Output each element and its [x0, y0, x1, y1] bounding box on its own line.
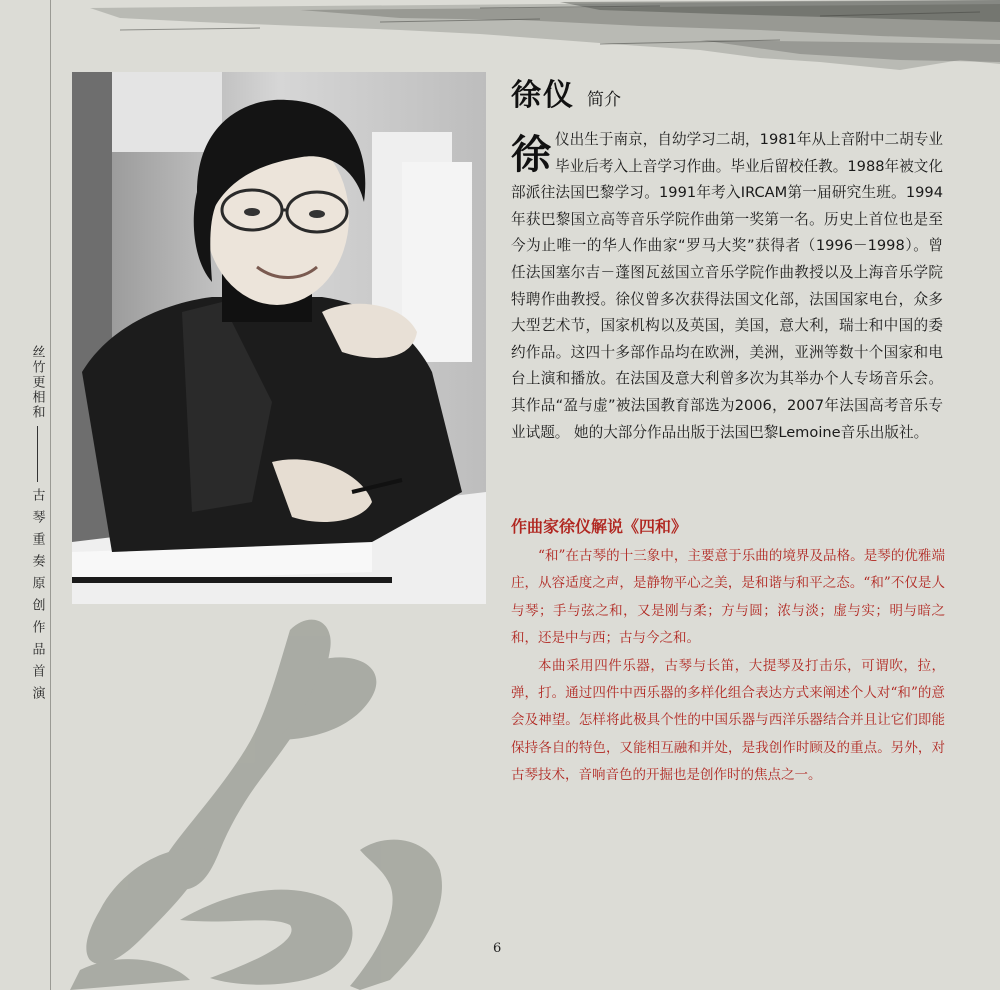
composer-name: 徐仪	[511, 78, 575, 113]
intro-label: 简介	[587, 90, 621, 110]
biography-body: 仪出生于南京，自幼学习二胡，1981年从上音附中二胡专业毕业后考入上音学习作曲。毕业后留校任教。1988年被文化部派往法国巴黎学习。1991年考入IRCAM第一届研究生班。1994年获巴黎国立高等音乐学院作曲第一奖第一名。历史上首位也是至今为止唯一的华人作曲家“罗马大奖”获得者（1996－1998）。曾任法国塞尔吉－蓬图瓦兹国立音乐学院作曲教授以及上海音乐学院特聘作曲教授。徐仪曾多次获得法国文化部，法国国家电台，众多大型艺术节，国家机构以及英国，美国，意大利，瑞士和中国的委约作品。这四十多部作品均在欧洲，美洲，亚洲等数十个国家和电台上演和播放。在法国及意大利曾多次为其举办个人专场音乐会。其作品“盈与虚”被法国教育部选为2006，2007年法国高考音乐专业试题。 她的大部分作品出版于法国巴黎Lemoine音乐出版社。	[511, 131, 943, 441]
spine-subtitle: 古琴重奏原创作品首演	[29, 488, 45, 708]
brush-stroke-top	[0, 0, 1000, 75]
composer-heading	[511, 70, 621, 114]
commentary-paragraph: 本曲采用四件乐器，古琴与长笛，大提琴及打击乐，可谓吹，拉，弹，打。通过四件中西乐器的多样化组合表达方式来阐述个人对“和”的意会及神望。怎样将此极具个性的中国乐器与西洋乐器结合并且让它们即能保持各自的特色，又能相互融和并处，是我创作时顾及的重点。另外，对古琴技术，音响音色的开掘也是创作时的焦点之一。	[511, 657, 945, 784]
page-number: 6	[493, 941, 502, 956]
spine-title	[28, 345, 46, 708]
margin-rule	[50, 0, 51, 990]
biography-text	[511, 127, 943, 446]
commentary-text	[511, 543, 945, 790]
dropcap: 徐	[511, 132, 551, 178]
spine-series-title: 丝竹更相和	[29, 345, 45, 420]
composer-portrait-photo	[72, 72, 486, 604]
commentary-paragraph: “和”在古琴的十三象中，主要意于乐曲的境界及品格。是琴的优雅端庄，从容适度之声，是静物平心之美，是和谐与和平之态。“和”不仅是人与琴；手与弦之和，又是刚与柔；方与圆；浓与淡；虚与实；明与暗之和，还是中与西；古与今之和。	[511, 548, 945, 647]
commentary-title: 作曲家徐仪解说《四和》	[511, 517, 688, 536]
spine-dash	[37, 426, 38, 482]
